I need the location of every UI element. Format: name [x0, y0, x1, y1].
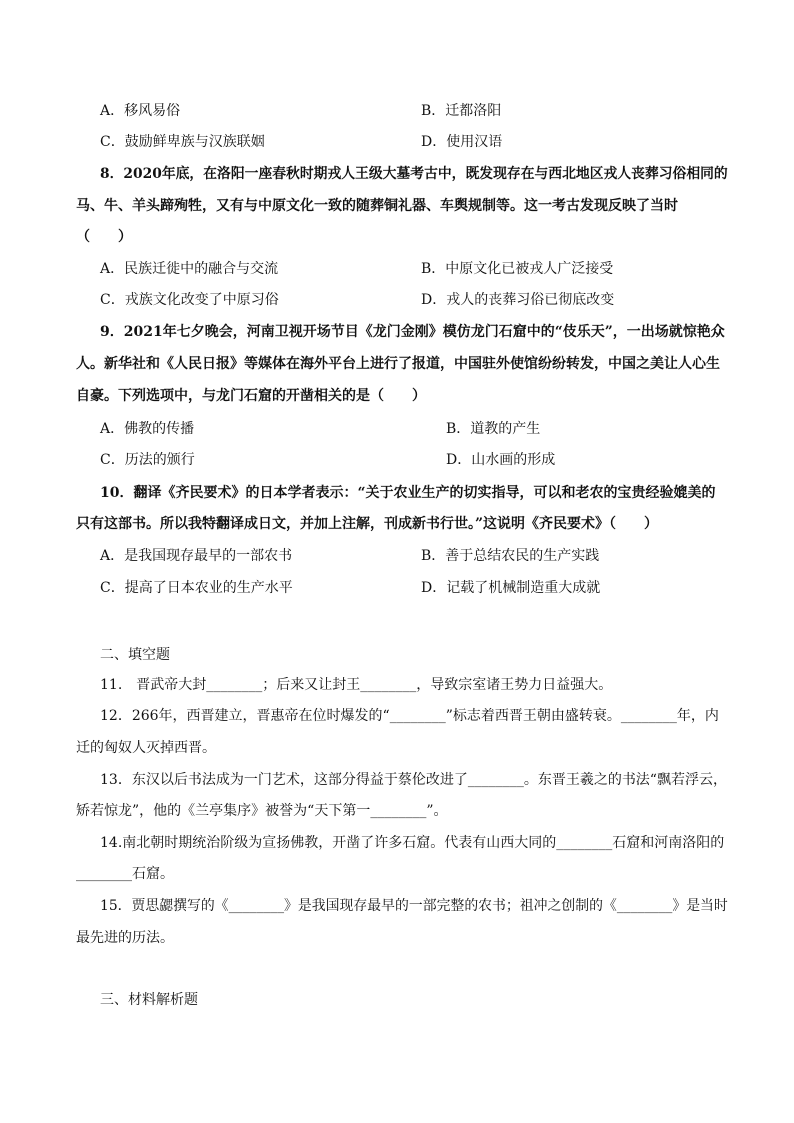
q15-line1: 15．贾思勰撰写的《________》是我国现存最早的一部完整的农书；祖冲之创制的《________》是当时: [100, 898, 728, 914]
q8-stem-line3: （ ）: [76, 229, 132, 245]
q9-option-a: A．佛教的传播: [100, 421, 195, 437]
q8-option-a: A．民族迁徙中的融合与交流: [100, 261, 279, 277]
q13-line1: 13．东汉以后书法成为一门艺术，这部分得益于蔡伦改进了________。东晋王羲之的书法“飘若浮云，: [100, 772, 727, 788]
q10-option-a: A．是我国现存最早的一部农书: [100, 548, 293, 564]
q10-option-c: C．提高了日本农业的生产水平: [100, 580, 293, 596]
q11-text: 11. 晋武帝大封________；后来又让封王________，导致宗室诸王势力日益强大。: [100, 677, 613, 693]
q7-option-b: B．迁都洛阳: [421, 103, 502, 119]
section3-title: 三、材料解析题: [100, 992, 198, 1008]
q14-line2: ________石窟。: [76, 866, 174, 882]
q8-option-b: B．中原文化已被戎人广泛接受: [421, 261, 614, 277]
q9-option-d: D．山水画的形成: [446, 452, 556, 468]
q9-stem-line2: 人。新华社和《人民日报》等媒体在海外平台上进行了报道，中国驻外使馆纷纷转发，中国之美让人心生: [76, 356, 720, 372]
q8-stem-line1: 8．2020年底，在洛阳一座春秋时期戎人王级大墓考古中，既发现存在与西北地区戎人丧葬习俗相同的: [100, 166, 728, 182]
q14-line1: 14.南北朝时期统治阶级为宣扬佛教，开凿了许多石窟。代表有山西大同的________石窟和河南洛阳的: [100, 835, 725, 851]
q9-option-c: C．历法的颁行: [100, 452, 195, 468]
q9-stem-line3: 自豪。下列选项中，与龙门石窟的开凿相关的是（ ）: [76, 388, 426, 404]
q7-option-a: A．移风易俗: [100, 103, 181, 119]
q10-stem-line1: 10．翻译《齐民要术》的日本学者表示：“关于农业生产的切实指导，可以和老农的宝贵经验媲美的: [100, 485, 716, 501]
q8-option-c: C．戎族文化改变了中原习俗: [100, 292, 279, 308]
q12-line1: 12．266年，西晋建立，晋惠帝在位时爆发的“________”标志着西晋王朝由盛转衰。________年，内: [100, 708, 719, 724]
q7-option-c: C．鼓励鲜卑族与汉族联姻: [100, 134, 265, 150]
q8-option-d: D．戎人的丧葬习俗已彻底改变: [421, 292, 615, 308]
q7-option-d: D．使用汉语: [421, 134, 503, 150]
q13-line2: 矫若惊龙”，他的《兰亭集序》被誉为“天下第一________”。: [76, 803, 448, 819]
q12-line2: 迁的匈奴人灭掉西晋。: [76, 740, 216, 756]
q10-stem-line2: 只有这部书。所以我特翻译成日文，并加上注解，刊成新书行世。”这说明《齐民要术》（ ）: [76, 516, 659, 532]
q10-option-d: D．记载了机械制造重大成就: [421, 580, 601, 596]
q9-stem-line1: 9．2021年七夕晚会，河南卫视开场节目《龙门金刚》模仿龙门石窟中的“伎乐天”，一出场就惊艳众: [100, 324, 725, 340]
q8-stem-line2: 马、牛、羊头蹄殉牲，又有与中原文化一致的随葬铜礼器、车舆规制等。这一考古发现反映了当时: [76, 198, 678, 214]
section2-title: 二、填空题: [100, 647, 170, 663]
q9-option-b: B．道教的产生: [446, 421, 541, 437]
q10-option-b: B．善于总结农民的生产实践: [421, 548, 600, 564]
q15-line2: 最先进的历法。: [76, 930, 174, 946]
